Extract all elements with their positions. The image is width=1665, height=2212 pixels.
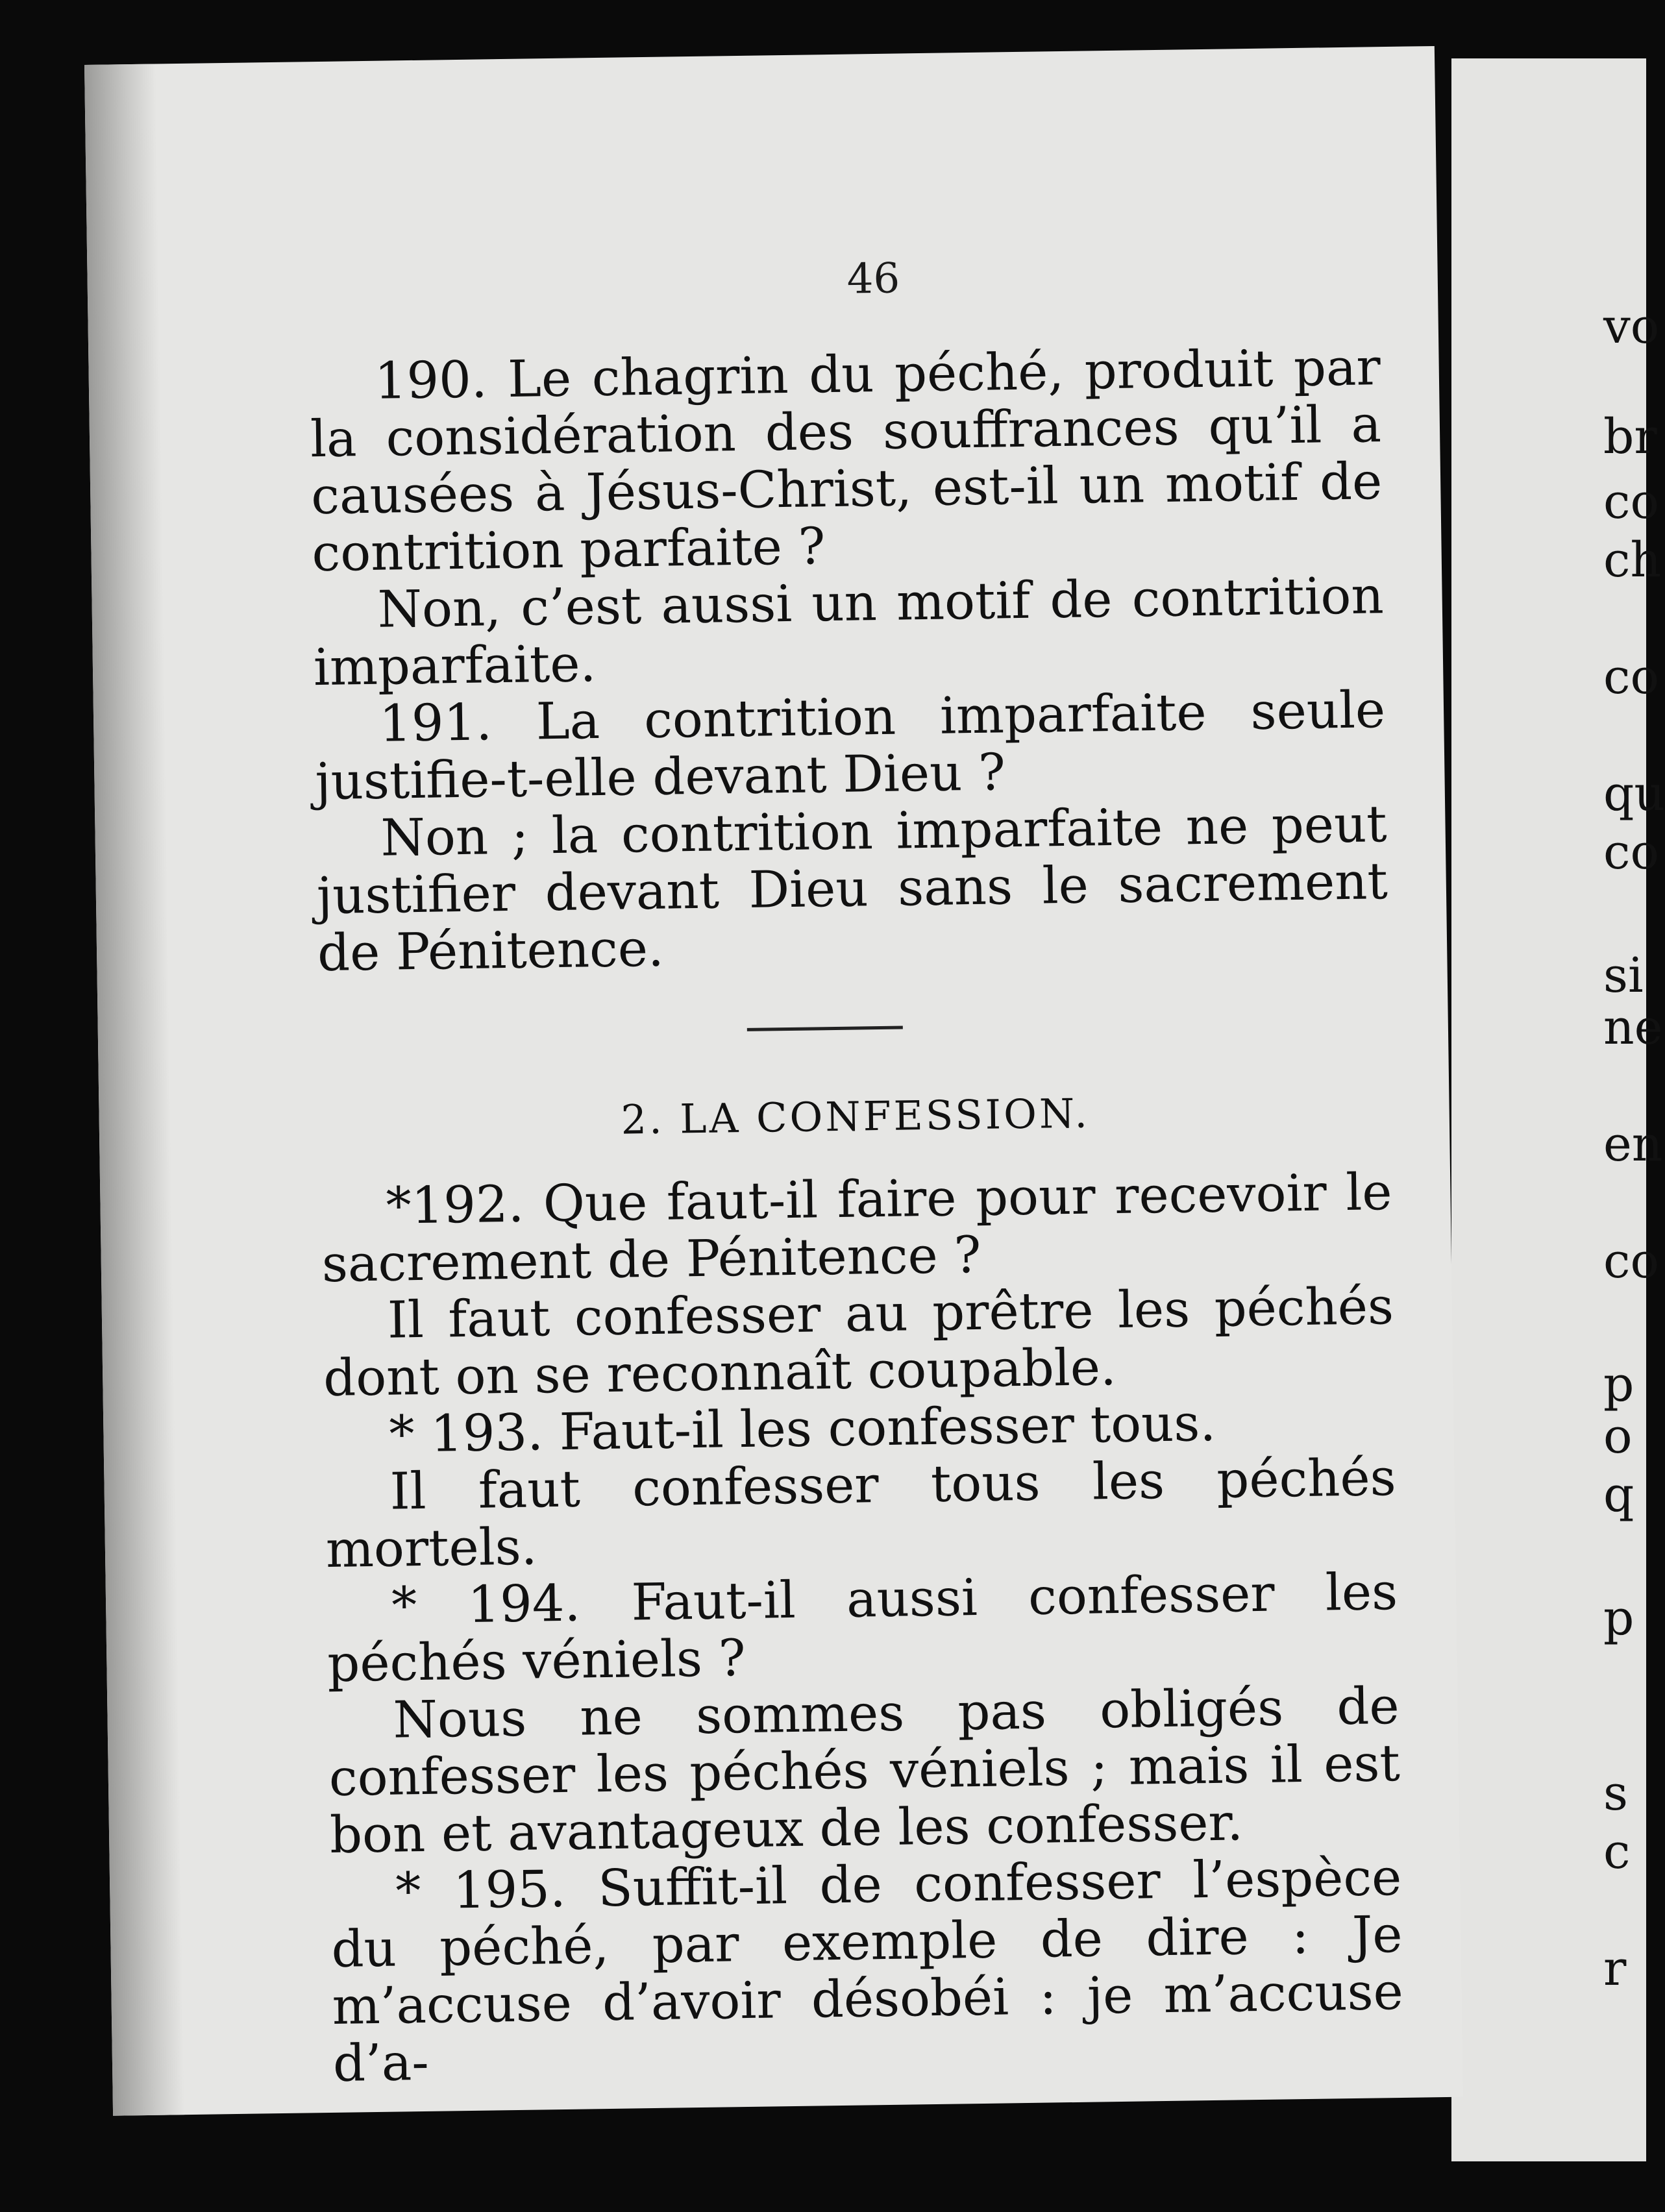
- section-divider: [747, 1026, 903, 1031]
- fragment: qu: [1603, 766, 1665, 822]
- answer-192: Il faut confesser au prêtre les péchés dont on se reconnaît coupable.: [323, 1277, 1394, 1408]
- fragment: vo: [1603, 299, 1660, 354]
- fragment: p: [1603, 1590, 1634, 1646]
- question-190: 190. Le chagrin du péché, produit par la considération des souffrances qu’il a causées à Jésus-Christ, est-il un motif de contrition parfaite ?: [310, 338, 1383, 584]
- fragment: ne: [1603, 1000, 1663, 1055]
- answer-191: Non ; la contrition imparfaite ne peut justifier devant Dieu sans le sacrement de Pénitence.: [316, 795, 1388, 983]
- answer-194: Nous ne sommes pas obligés de confesser les péchés véniels ; mais il est bon et avantageux de les confesser.: [328, 1677, 1401, 1865]
- fragment: s: [1603, 1765, 1628, 1821]
- fragment: p: [1603, 1357, 1634, 1412]
- book-page: [84, 46, 1463, 2116]
- page-edge-shadow: [84, 64, 184, 2115]
- fragment: ch: [1603, 532, 1662, 588]
- answer-193: Il faut confesser tous les péchés mortels.: [325, 1449, 1397, 1580]
- question-194: * 194. Faut-il aussi confesser les péchés véniels ?: [327, 1562, 1398, 1694]
- fragment: co: [1603, 1233, 1659, 1289]
- question-193: * 193. Faut-il les confesser tous.: [388, 1394, 1216, 1464]
- fragment: si: [1603, 948, 1644, 1003]
- fragment: r: [1603, 1941, 1627, 1997]
- question-192: *192. Que faut-il faire pour recevoir le sacrement de Pénitence ?: [321, 1163, 1393, 1294]
- page-number: 46: [846, 254, 900, 304]
- question-191: 191. La contrition imparfaite seule justifie-t-elle devant Dieu ?: [314, 681, 1386, 812]
- fragment: co: [1603, 824, 1659, 880]
- fragment: c: [1603, 1824, 1631, 1880]
- fragment: br: [1603, 409, 1657, 465]
- fragment: en: [1603, 1116, 1663, 1172]
- fragment: co: [1603, 649, 1659, 705]
- fragment: q: [1603, 1467, 1634, 1523]
- fragment: co: [1603, 474, 1659, 530]
- section-title: 2. LA CONFESSION.: [621, 1089, 1091, 1144]
- fragment: o: [1603, 1408, 1633, 1464]
- answer-190: Non, c’est aussi un motif de contrition imparfaite.: [313, 567, 1385, 698]
- question-195: * 195. Suffit-il de confesser l’espèce du péché, par exemple de dire : Je m’accuse d’avoir désobéi : je m’accuse d’a-: [330, 1848, 1404, 2093]
- page-body: [309, 339, 1404, 2093]
